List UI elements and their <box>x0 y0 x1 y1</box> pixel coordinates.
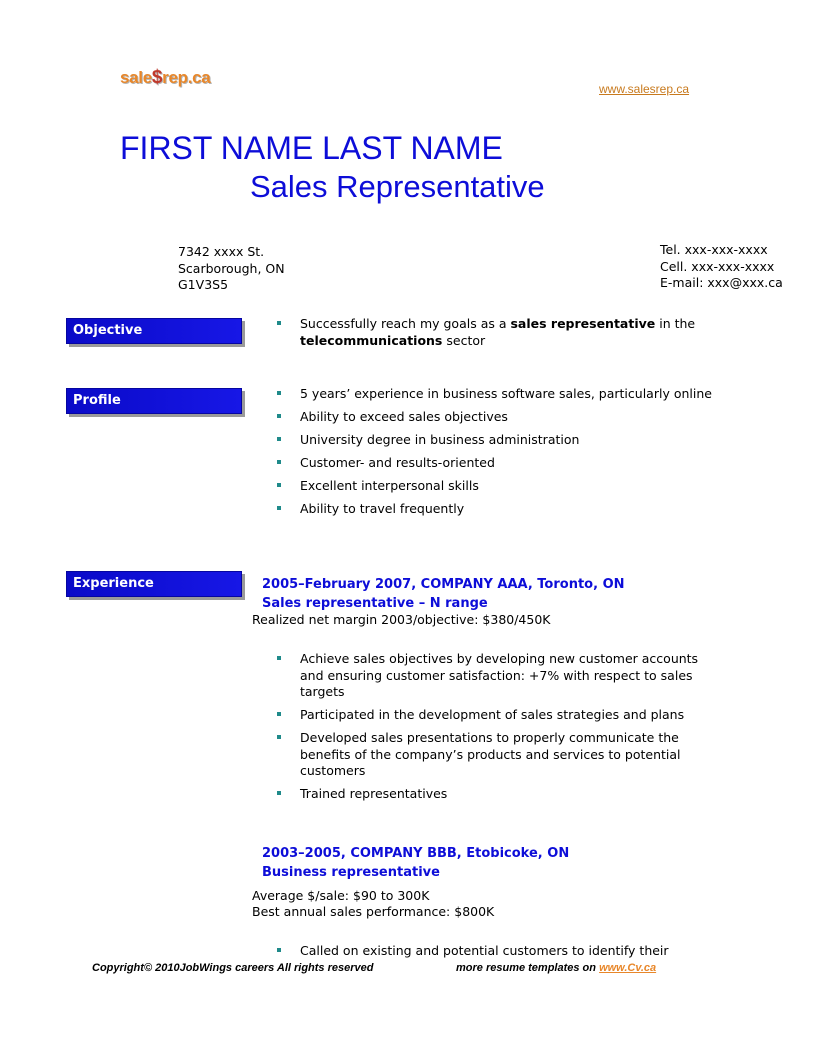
bullet-icon <box>277 735 281 739</box>
list-item-text: Participated in the development of sales strategies and plans <box>300 707 685 722</box>
objective-text: in the <box>655 316 696 331</box>
bullet-icon <box>277 414 281 418</box>
list-item <box>275 432 715 449</box>
section-label: Objective <box>73 323 143 338</box>
section-header-experience <box>66 571 242 597</box>
bullet-icon <box>277 506 281 510</box>
job1-note: Realized net margin 2003/objective: $380/450K <box>252 612 551 627</box>
address-line1: 7342 xxxx St. <box>178 244 265 259</box>
list-item-text: Ability to travel frequently <box>300 501 465 516</box>
address-line3: G1V3S5 <box>178 277 229 292</box>
job2-role: Business representative <box>262 865 440 880</box>
contact-cell: Cell. xxx-xxx-xxxx <box>660 258 775 274</box>
profile-list <box>275 386 715 524</box>
footer-more <box>456 962 656 974</box>
list-item <box>275 409 715 426</box>
job2-period-company: 2003–2005, COMPANY BBB, Etobicoke, ON <box>262 846 570 861</box>
list-item <box>275 478 715 495</box>
objective-item <box>275 316 715 349</box>
list-item-text: Developed sales presentations to properly communicate the benefits of the company’s products and services to potential customers <box>300 730 681 778</box>
list-item <box>275 730 715 780</box>
bullet-icon <box>277 948 281 952</box>
address-line2: Scarborough, ON <box>178 260 285 276</box>
job2-note: Best annual sales performance: $800K <box>252 904 495 919</box>
job1-period-company: 2005–February 2007, COMPANY AAA, Toronto, ON <box>262 577 625 592</box>
logo-dollar: $ <box>151 67 163 88</box>
list-item-text: Excellent interpersonal skills <box>300 478 479 493</box>
site-link[interactable]: www.salesrep.ca <box>599 82 690 96</box>
job1-role: Sales representative – N range <box>262 596 488 611</box>
logo-text-part2: rep.ca <box>162 68 211 87</box>
bullet-icon <box>277 437 281 441</box>
section-header-profile <box>66 388 242 414</box>
bullet-icon <box>277 656 281 660</box>
objective-text: Successfully reach my goals as a <box>300 316 511 331</box>
objective-text: sector <box>442 332 486 348</box>
list-item <box>275 455 715 472</box>
list-item <box>275 501 715 518</box>
list-item-text: Called on existing and potential customers to identify their <box>300 943 669 958</box>
contact-email: E-mail: xxx@xxx.ca <box>660 275 783 290</box>
list-item-text: Ability to exceed sales objectives <box>300 409 508 424</box>
bullet-icon <box>277 483 281 487</box>
list-item <box>275 786 715 803</box>
objective-list <box>275 316 715 356</box>
footer-copyright: Copyright© 2010JobWings careers All rights reserved <box>92 962 374 974</box>
contact-block <box>660 242 783 292</box>
contact-tel: Tel. xxx-xxx-xxxx <box>660 242 768 257</box>
section-label: Experience <box>73 576 154 591</box>
list-item <box>275 386 715 403</box>
bullet-icon <box>277 391 281 395</box>
list-item <box>275 651 715 701</box>
job1-bullets <box>275 651 715 809</box>
list-item <box>275 707 715 724</box>
bullet-icon <box>277 712 281 716</box>
footer-link[interactable]: www.Cv.ca <box>599 962 657 974</box>
objective-bold: sales representative <box>510 316 656 331</box>
list-item-text: Trained representatives <box>300 786 448 801</box>
footer-more-text: more resume templates on <box>456 962 600 974</box>
objective-bold: telecommunications <box>300 332 443 348</box>
logo-text-part1: sale <box>120 68 152 87</box>
list-item <box>275 943 715 960</box>
list-item-text: Customer- and results-oriented <box>300 455 495 470</box>
list-item-text: University degree in business administration <box>300 432 580 447</box>
bullet-icon <box>277 791 281 795</box>
list-item-text: 5 years’ experience in business software sales, particularly online <box>300 386 712 401</box>
candidate-title: Sales Representative <box>250 169 545 204</box>
job2-note: Average $/sale: $90 to 300K <box>252 888 430 903</box>
bullet-icon <box>277 321 281 325</box>
list-item-text: Achieve sales objectives by developing new customer accounts and ensuring customer satisfaction: +7% with respect to sales targets <box>300 651 699 699</box>
section-header-objective <box>66 318 242 344</box>
candidate-name: FIRST NAME LAST NAME <box>120 130 503 166</box>
bullet-icon <box>277 460 281 464</box>
address-block <box>178 244 285 294</box>
section-label: Profile <box>73 393 121 408</box>
salesrep-logo <box>120 67 210 89</box>
